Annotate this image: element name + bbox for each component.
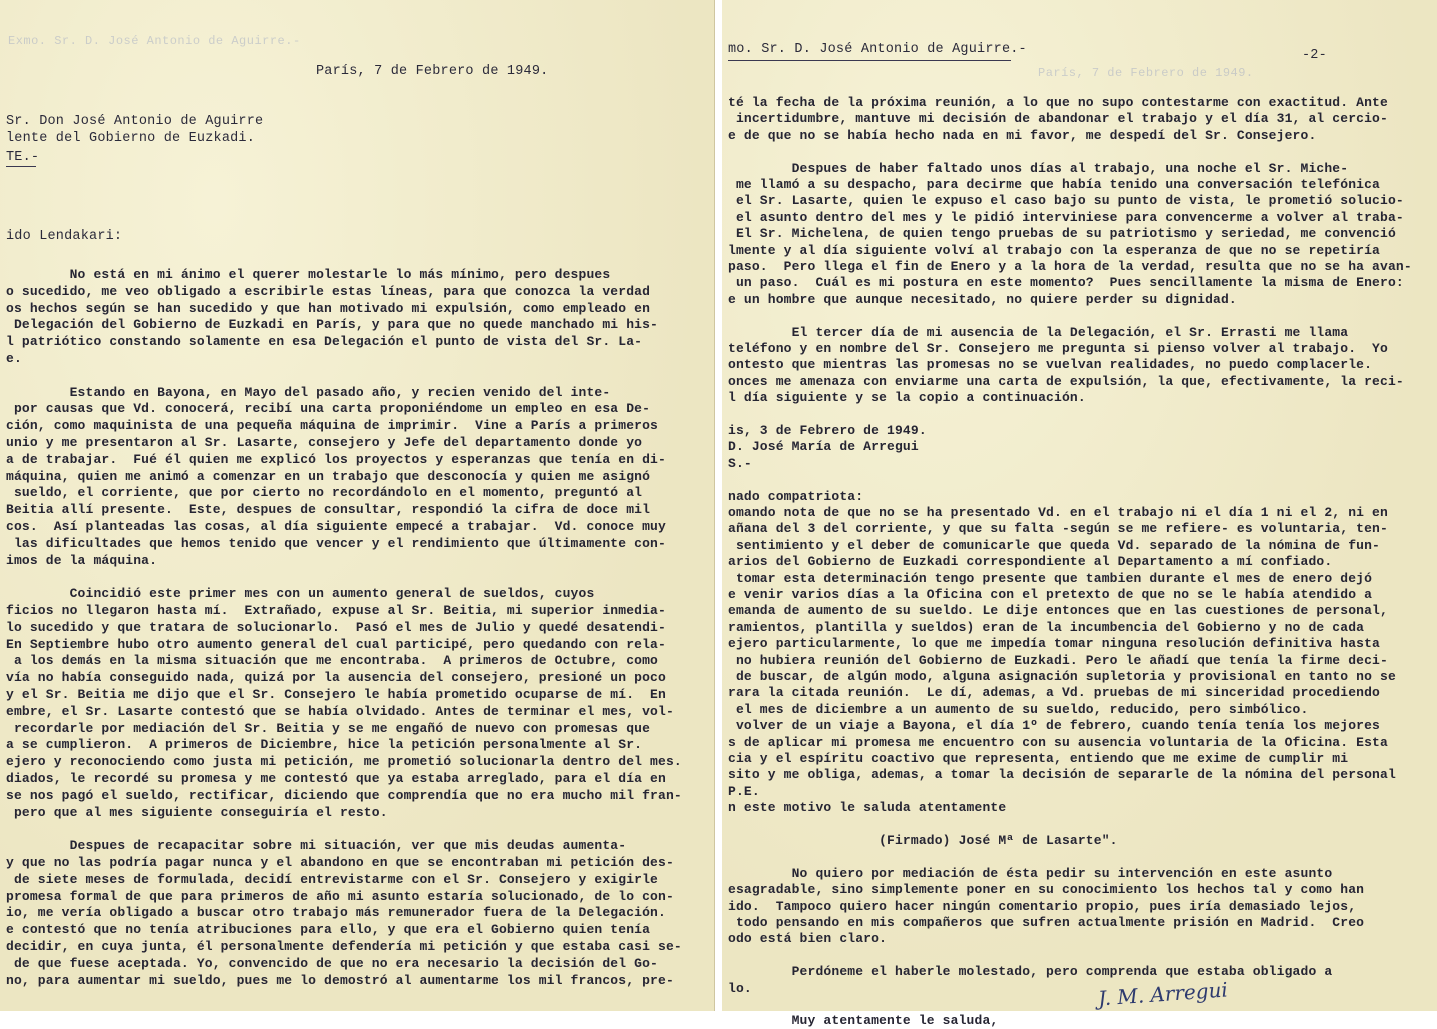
text-line: recordarle por mediación del Sr. Beitia y se me engañó de nuevo con promesas que	[6, 720, 651, 736]
text-line: de que fuese aceptada. Yo, convencido de que no era necesario la decisión del Go-	[6, 955, 659, 971]
page-number: -2-	[1302, 48, 1327, 63]
text-line: Despues de haber faltado unos días al trabajo, una noche el Sr. Miche-	[728, 160, 1349, 176]
text-line: y que no las podría pagar nunca y el abandono en que se encontraban mi petición des-	[6, 855, 674, 870]
text-line: vía no había conseguido nada, quizá por la ausencia del consejero, presioné un poco	[6, 670, 666, 686]
text-line: Estando en Bayona, en Mayo del pasado año, y recien venido del inte-	[6, 384, 611, 400]
text-line: Perdóneme el haberle molestado, pero comprenda que estaba obligado a	[728, 964, 1333, 980]
text-line: promesa formal de que para primeros de año mi asunto estaría solucionado, de lo con-	[6, 888, 674, 904]
text-line: lo.	[728, 980, 752, 996]
text-line: n este motivo le saluda atentamente	[728, 800, 1007, 816]
text-line: ontesto que mientras las promesas no se vuelvan realidades, no puedo complacerle.	[728, 357, 1373, 373]
text-line: (Firmado) José Mª de Lasarte".	[728, 833, 1118, 848]
bleed-through-header: Exmo. Sr. D. José Antonio de Aguirre.-	[8, 34, 301, 48]
text-line: sito y me obliga, ademas, a tomar la decisión de separarle de la nómina del personal	[728, 767, 1396, 783]
text-line: ejero y reconociendo como justa mi petición, me prometió solucionarla dentro del mes.	[6, 754, 682, 770]
text-line: odo está bien claro.	[728, 931, 888, 947]
text-line: En Septiembre hubo otro aumento general del cual participé, pero quedando con rela-	[6, 636, 666, 652]
text-line: e.	[6, 351, 22, 366]
text-line: máquina, quien me animó a comenzar en un trabajo que desconocía y quien me asignó	[6, 468, 651, 484]
text-line: io, me vería obligado a buscar otro trabajo más remunerador fuera de la Delegación.	[6, 905, 666, 921]
text-line: no, para aumentar mi sueldo, pues me lo demostró al aumentarme los mil francos, pre-	[6, 972, 674, 988]
text-line: imos de la máquina.	[6, 552, 158, 568]
text-line: ido. Tampoco quiero hacer ningún comentario propio, pues iría demasiado lejos,	[728, 898, 1357, 914]
text-line: El Sr. Michelena, de quien tengo pruebas de su patriotismo y seriedad, me convenció	[728, 226, 1396, 242]
text-line: añana del 3 del corriente, y que su falta -según se me refiere- es voluntaria, ten-	[728, 521, 1388, 537]
address-line: TE.-	[6, 150, 40, 165]
text-line: cia y el espíritu coactivo que representa, entiendo que me exime de cumplir mi	[728, 751, 1349, 766]
text-line: de buscar, de algún modo, alguna asignación supletoria y provisional en tanto no se	[728, 669, 1396, 684]
text-line: por causas que Vd. conocerá, recibí una carta proponiéndome un empleo en esa De-	[6, 401, 651, 417]
text-line: ficios no llegaron hasta mí. Extrañado, expuse al Sr. Beitia, mi superior inmedia-	[6, 603, 666, 618]
text-line: e un hombre que aunque necesitado, no quiere perder su dignidad.	[728, 291, 1237, 307]
text-line: esagradable, sino simplemente poner en su conocimiento los hechos tal y como han	[728, 882, 1365, 898]
text-line: Muy atentamente le saluda,	[728, 1013, 999, 1029]
text-line: un paso. Cuál es mi postura en este momento? Pues sencillamente la misma de Enero:	[728, 275, 1404, 291]
text-line: incertidumbre, mantuve mi decisión de abandonar el trabajo y el día 31, al cercio-	[728, 111, 1388, 127]
text-line: No está en mi ánimo el querer molestarle lo más mínimo, pero despues	[6, 267, 611, 282]
text-line: teléfono y en nombre del Sr. Consejero me pregunta si pienso volver al trabajo. Yo	[728, 341, 1388, 356]
text-line: os hechos según se han sucedido y que han motivado mi expulsión, como empleado en	[6, 300, 651, 316]
text-line: onces me amenaza con enviarme una carta de expulsión, la que, efectivamente, la reci-	[728, 373, 1404, 389]
text-line: no hubiera reunión del Gobierno de Euzkadi. Pero le añadí que tenía la firme deci-	[728, 652, 1388, 668]
text-line: el Sr. Lasarte, quien le expuso el caso bajo su punto de vista, le prometió solucio-	[728, 193, 1404, 209]
text-line: lmente y al día siguiente volví al trabajo con la esperanza de que no se repetiría	[728, 242, 1381, 258]
salutation: ido Lendakari:	[6, 229, 123, 244]
text-line: a los demás en la misma situación que me encontraba. A primeros de Octubre, como	[6, 653, 659, 669]
text-line: cos. Así planteadas las cosas, al día siguiente empecé a trabajar. Vd. conoce muy	[6, 519, 666, 534]
text-line: e contestó que no tenía atribuciones para ello, y que era el Gobierno quien tenía	[6, 922, 651, 938]
text-line: ción, como maquinista de una pequeña máquina de imprimir. Vine a París a primeros	[6, 418, 659, 434]
text-line: se nos pagó el sueldo, rectificar, diciendo que comprendía que no era mucho mil fran-	[6, 787, 682, 803]
text-line: el mes de diciembre a un aumento de su sueldo, reducido, pero simbólico.	[728, 701, 1309, 717]
text-line: Despues de recapacitar sobre mi situación, ver que mis deudas aumenta-	[6, 838, 627, 854]
address-line: Sr. Don José Antonio de Aguirre	[6, 114, 264, 129]
text-line: e venir varios días a la Oficina con el pretexto de que no se le había atendido a	[728, 587, 1373, 602]
handwritten-signature: J. M. Arregui	[1097, 977, 1229, 1011]
letter-page-1	[0, 0, 715, 1011]
text-line: paso. Pero llega el fin de Enero y a la hora de la verdad, resulta que no se ha avan-	[728, 259, 1412, 274]
page-header-recipient: mo. Sr. D. José Antonio de Aguirre.-	[728, 42, 1027, 57]
text-line: unio y me presentaron al Sr. Lasarte, consejero y Jefe del departamento donde yo	[6, 435, 643, 450]
text-line: e de que no se había hecho nada en mi favor, me despedí del Sr. Consejero.	[728, 127, 1317, 143]
text-line: P.E.	[728, 783, 760, 799]
text-line: a de trabajar. Fué él quien me explicó los proyectos y esperanzas que tenía en di-	[6, 451, 666, 467]
text-line: sueldo, el corriente, que por cierto no recordándolo en el momento, preguntó al	[6, 485, 643, 501]
text-line: embre, el Sr. Lasarte contestó que se había olvidado. Antes de terminar el mes, vol-	[6, 703, 674, 719]
text-line: S.-	[728, 455, 752, 471]
text-line: D. José María de Arregui	[728, 439, 919, 455]
text-line: nado compatriota:	[728, 488, 864, 504]
text-line: diados, le recordé su promesa y me contestó que ya estaba arreglado, para el día en	[6, 771, 666, 786]
text-line: las dificultades que hemos tenido que vencer y el rendimiento que últimamente con-	[6, 535, 666, 551]
text-line: sentimiento y el deber de comunicarle que queda Vd. separado de la nómina de fun-	[728, 537, 1381, 553]
text-line: Beitia allí presente. Este, despues de consultar, respondió la cifra de doce mil	[6, 502, 651, 518]
text-line: decidir, en cuya junta, él personalmente defendería mi petición y que estaba casi se-	[6, 939, 682, 954]
text-line: omando nota de que no se ha presentado Vd. en el trabajo ni el día 1 ni el 2, ni en	[728, 505, 1388, 520]
text-line: de siete meses de formulada, decidí entrevistarme con el Sr. Consejero y exigirle	[6, 871, 659, 887]
text-line: No quiero por mediación de ésta pedir su intervención en este asunto	[728, 865, 1333, 881]
text-line: emanda de aumento de su sueldo. Le dije entonces que en las cuestiones de personal,	[728, 603, 1388, 619]
bleed-through-date: París, 7 de Febrero de 1949.	[1038, 66, 1254, 80]
text-line: té la fecha de la próxima reunión, a lo que no supo contestarme con exactitud. Ante	[728, 95, 1388, 110]
address-line: lente del Gobierno de Euzkadi.	[6, 131, 256, 146]
text-line: El tercer día de mi ausencia de la Delegación, el Sr. Errasti me llama	[728, 324, 1349, 340]
letter-date: París, 7 de Febrero de 1949.	[316, 64, 549, 79]
text-line: o sucedido, me veo obligado a escribirle estas líneas, para que conozca la verdad	[6, 283, 651, 299]
text-line: tomar esta determinación tengo presente que tambien durante el mes de enero dejó	[728, 570, 1373, 586]
text-line: Coincidió este primer mes con un aumento general de sueldos, cuyos	[6, 586, 595, 602]
text-line: me llamó a su despacho, para decirme que había tenido una conversación telefónica	[728, 177, 1381, 192]
text-line: lo sucedido y que tratara de solucionarlo. Pasó el mes de Julio y quedé desatendi-	[6, 619, 666, 635]
text-line: rara la citada reunión. Le dí, ademas, a Vd. pruebas de mi sinceridad procediendo	[728, 685, 1381, 701]
text-line: el asunto dentro del mes y le pidió interviniese para convencerme a volver al traba-	[728, 209, 1404, 225]
text-line: is, 3 de Febrero de 1949.	[728, 423, 927, 438]
text-line: arios del Gobierno de Euzkadi correspondiente al Departamento a mí confiado.	[728, 554, 1333, 570]
text-line: pero que al mes siguiente conseguiría el resto.	[6, 804, 388, 820]
text-line: l patriótico constando solamente en esa Delegación el punto de vista del Sr. La-	[6, 334, 643, 350]
text-line: ejero particularmente, lo que me impedía tomar ninguna resolución definitiva hasta	[728, 636, 1381, 652]
text-line: a se cumplieron. A primeros de Diciembre, hice la petición personalmente al Sr.	[6, 737, 643, 753]
text-line: volver de un viaje a Bayona, el día 1º de febrero, cuando tenía tenía los mejores	[728, 718, 1381, 734]
text-line: todo pensando en mis compañeros que sufren actualmente prisión en Madrid. Creo	[728, 915, 1365, 930]
text-line: l día siguiente y se la copio a continuación.	[728, 390, 1086, 406]
text-line: y el Sr. Beitia me dijo que el Sr. Consejero le había prometido ocuparse de mí. En	[6, 687, 666, 702]
text-line: Delegación del Gobierno de Euzkadi en París, y para que no quede manchado mi his-	[6, 317, 659, 333]
letter-page-2	[722, 0, 1437, 1029]
address-underline	[6, 166, 36, 167]
text-line: ramientos, plantilla y sueldos) eran de la incumbencia del Gobierno y no de cada	[728, 619, 1365, 635]
text-line: s de aplicar mi promesa me encuentro con su ausencia voluntaria de la Oficina. Esta	[728, 734, 1388, 750]
header-underline	[728, 60, 1011, 61]
